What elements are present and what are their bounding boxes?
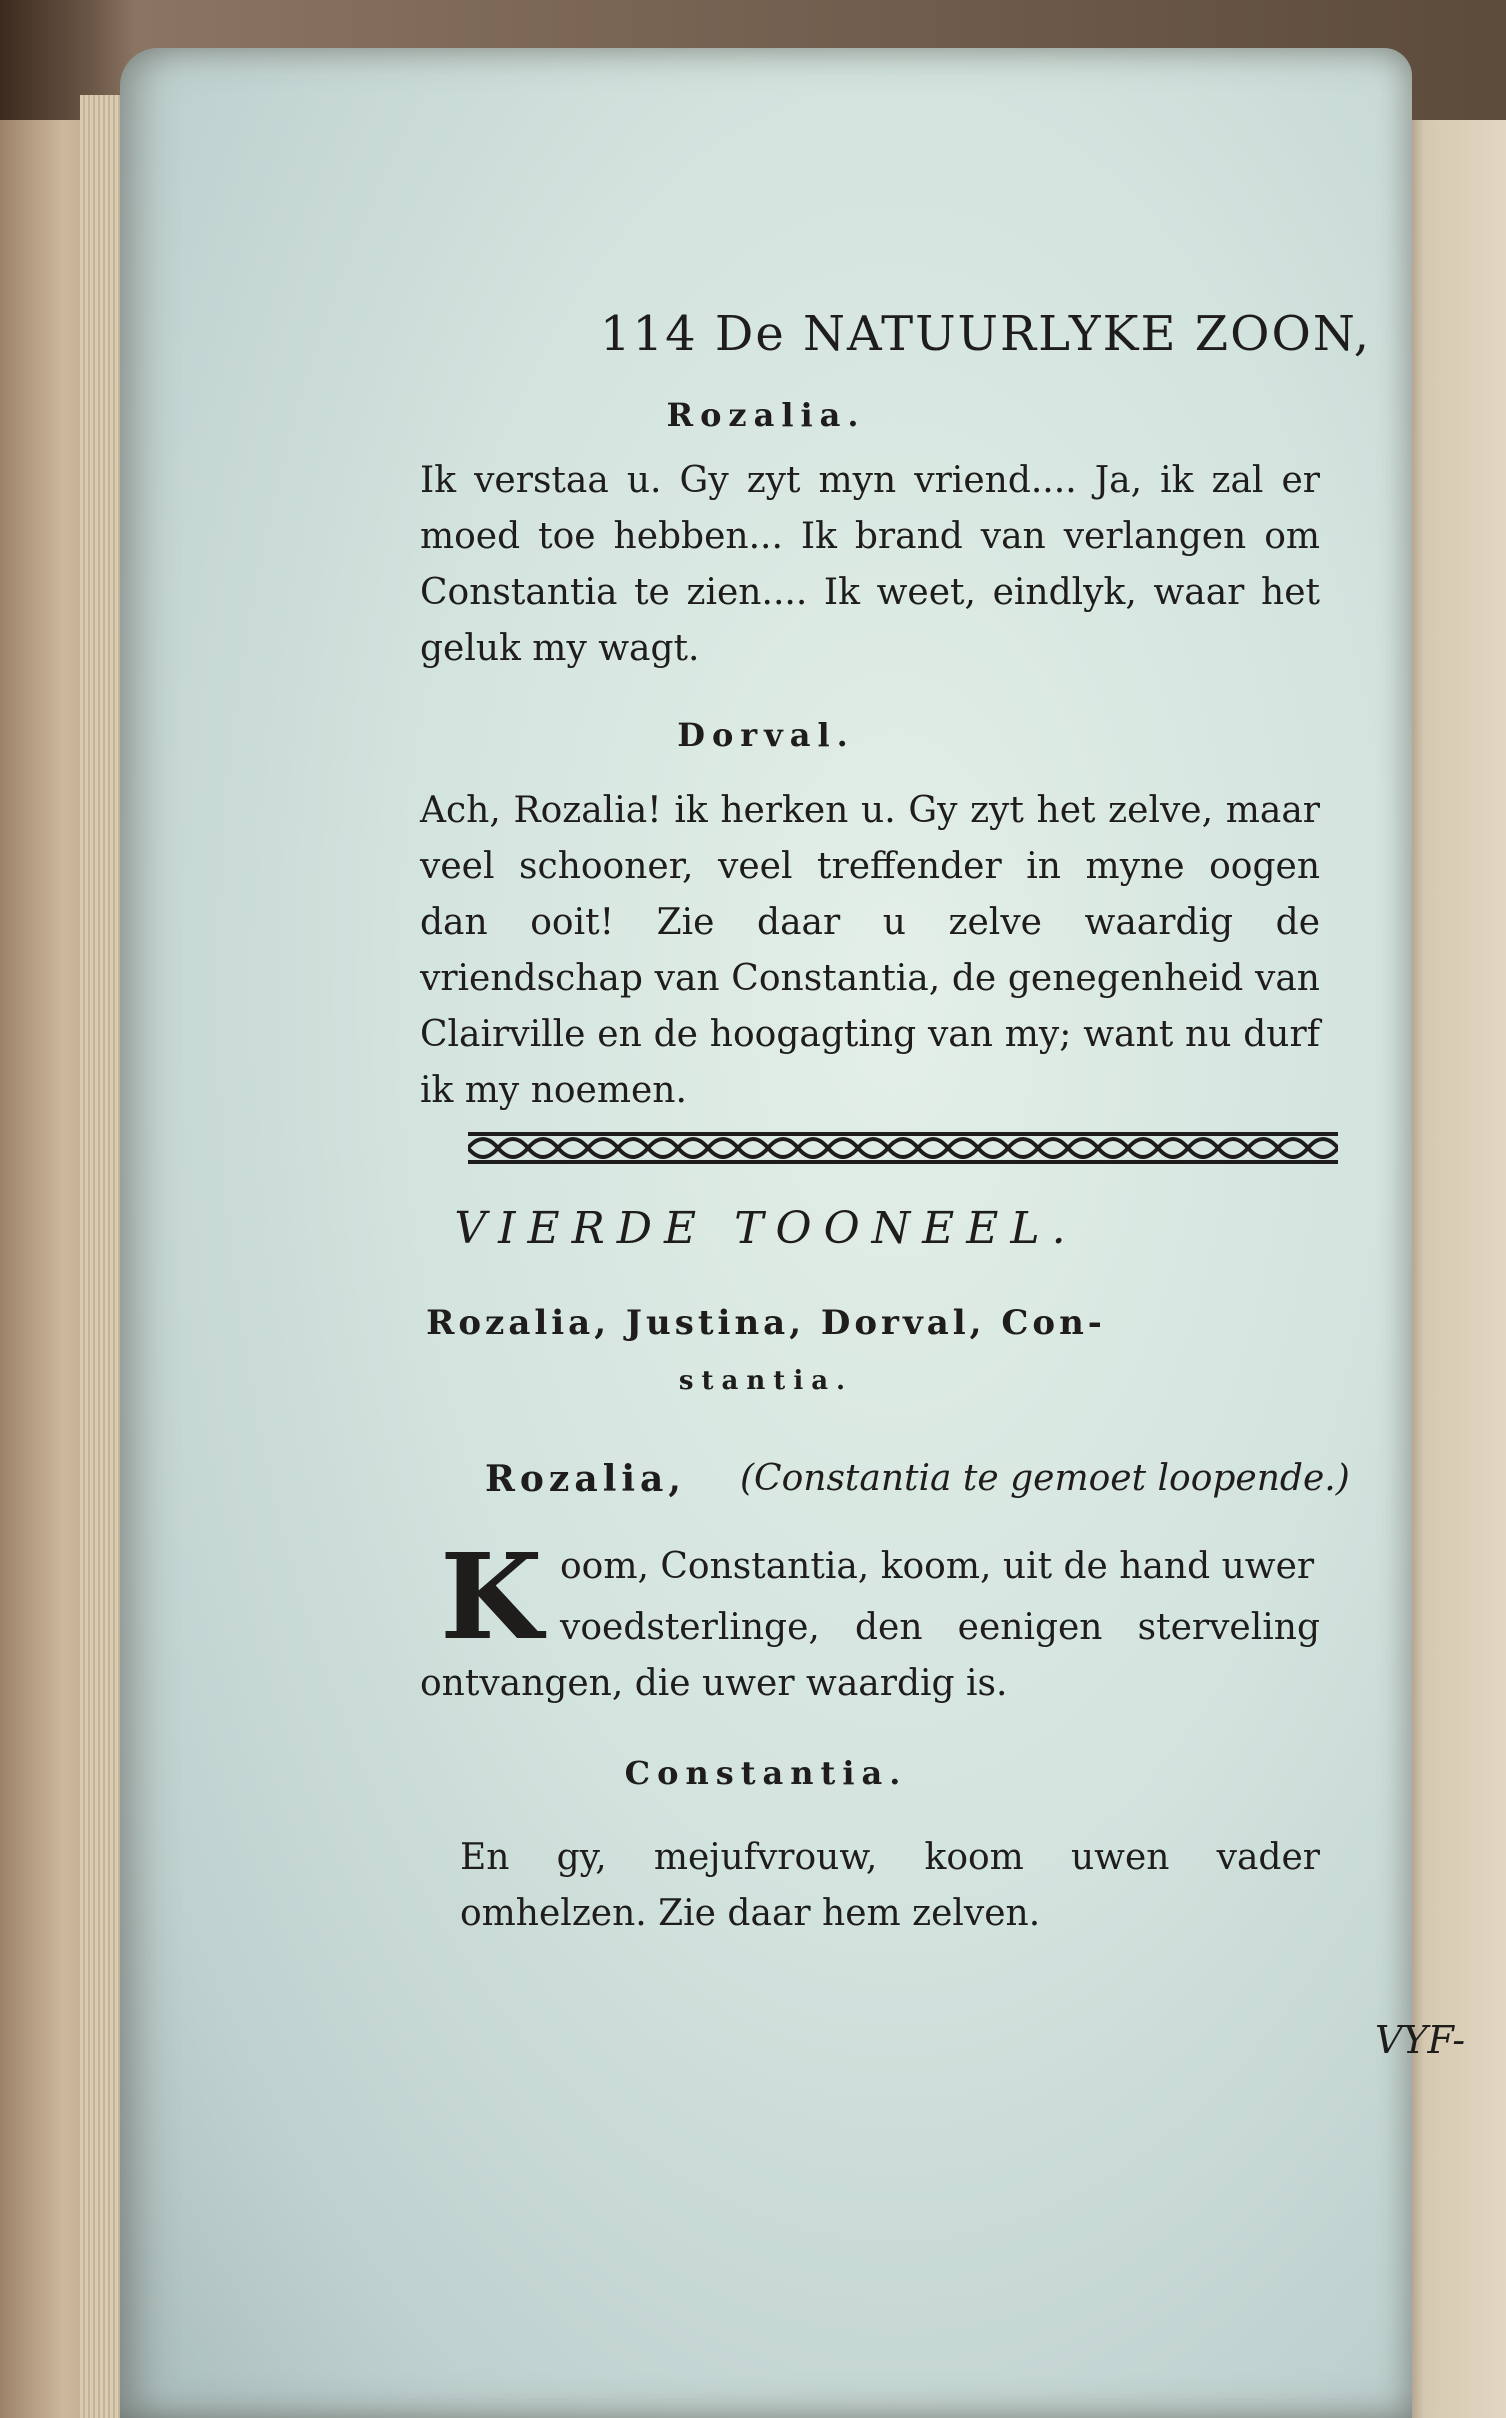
ornament-divider [468, 1130, 1338, 1166]
running-header: 114 De NATUURLYKE ZOON, [600, 306, 1372, 362]
catchword: VYF- [1375, 2018, 1466, 2062]
cast-list-line-1: Rozalia, Justina, Dorval, Con- [426, 1303, 1106, 1343]
speaker-dorval: Dorval. [677, 716, 855, 754]
speaker-constantia: Constantia. [624, 1754, 908, 1792]
speech-constantia: En gy, mejufvrouw, koom uwen vader omhelzen. Zie daar hem zelven. [460, 1837, 1320, 1934]
stage-direction: (Constantia te gemoet loopende.) [740, 1458, 1350, 1499]
speech-dorval: Ach, Rozalia! ik herken u. Gy zyt het zelve, maar veel schooner, veel treffender in myne oogen dan ooit! Zie daar u zelve waardig de vriendschap van Constantia, de genegenheid van Clairville en de hoogagting van my; want nu durf ik my noemen. [420, 790, 1320, 1111]
scene-title: VIERDE TOONEEL. [454, 1203, 1078, 1254]
book-page [120, 48, 1466, 2418]
drop-cap-k: K [440, 1527, 543, 1666]
speech-rozalia-1: Ik verstaa u. Gy zyt myn vriend.... Ja, ik zal er moed toe hebben... Ik brand van verlangen om Constantia te zien.... Ik weet, eindlyk, waar het geluk my wagt. [420, 460, 1320, 669]
cast-list-line-2: stantia. [678, 1366, 854, 1396]
speech-rozalia-2-line-1: oom, Constantia, koom, uit de hand uwer [560, 1546, 1315, 1587]
speaker-rozalia-1: Rozalia. [666, 396, 866, 434]
speaker-rozalia-2: Rozalia, [485, 1458, 686, 1500]
speech-rozalia-2-rest: voedsterlinge, den eenigen sterveling ontvangen, die uwer waardig is. [420, 1607, 1320, 1704]
